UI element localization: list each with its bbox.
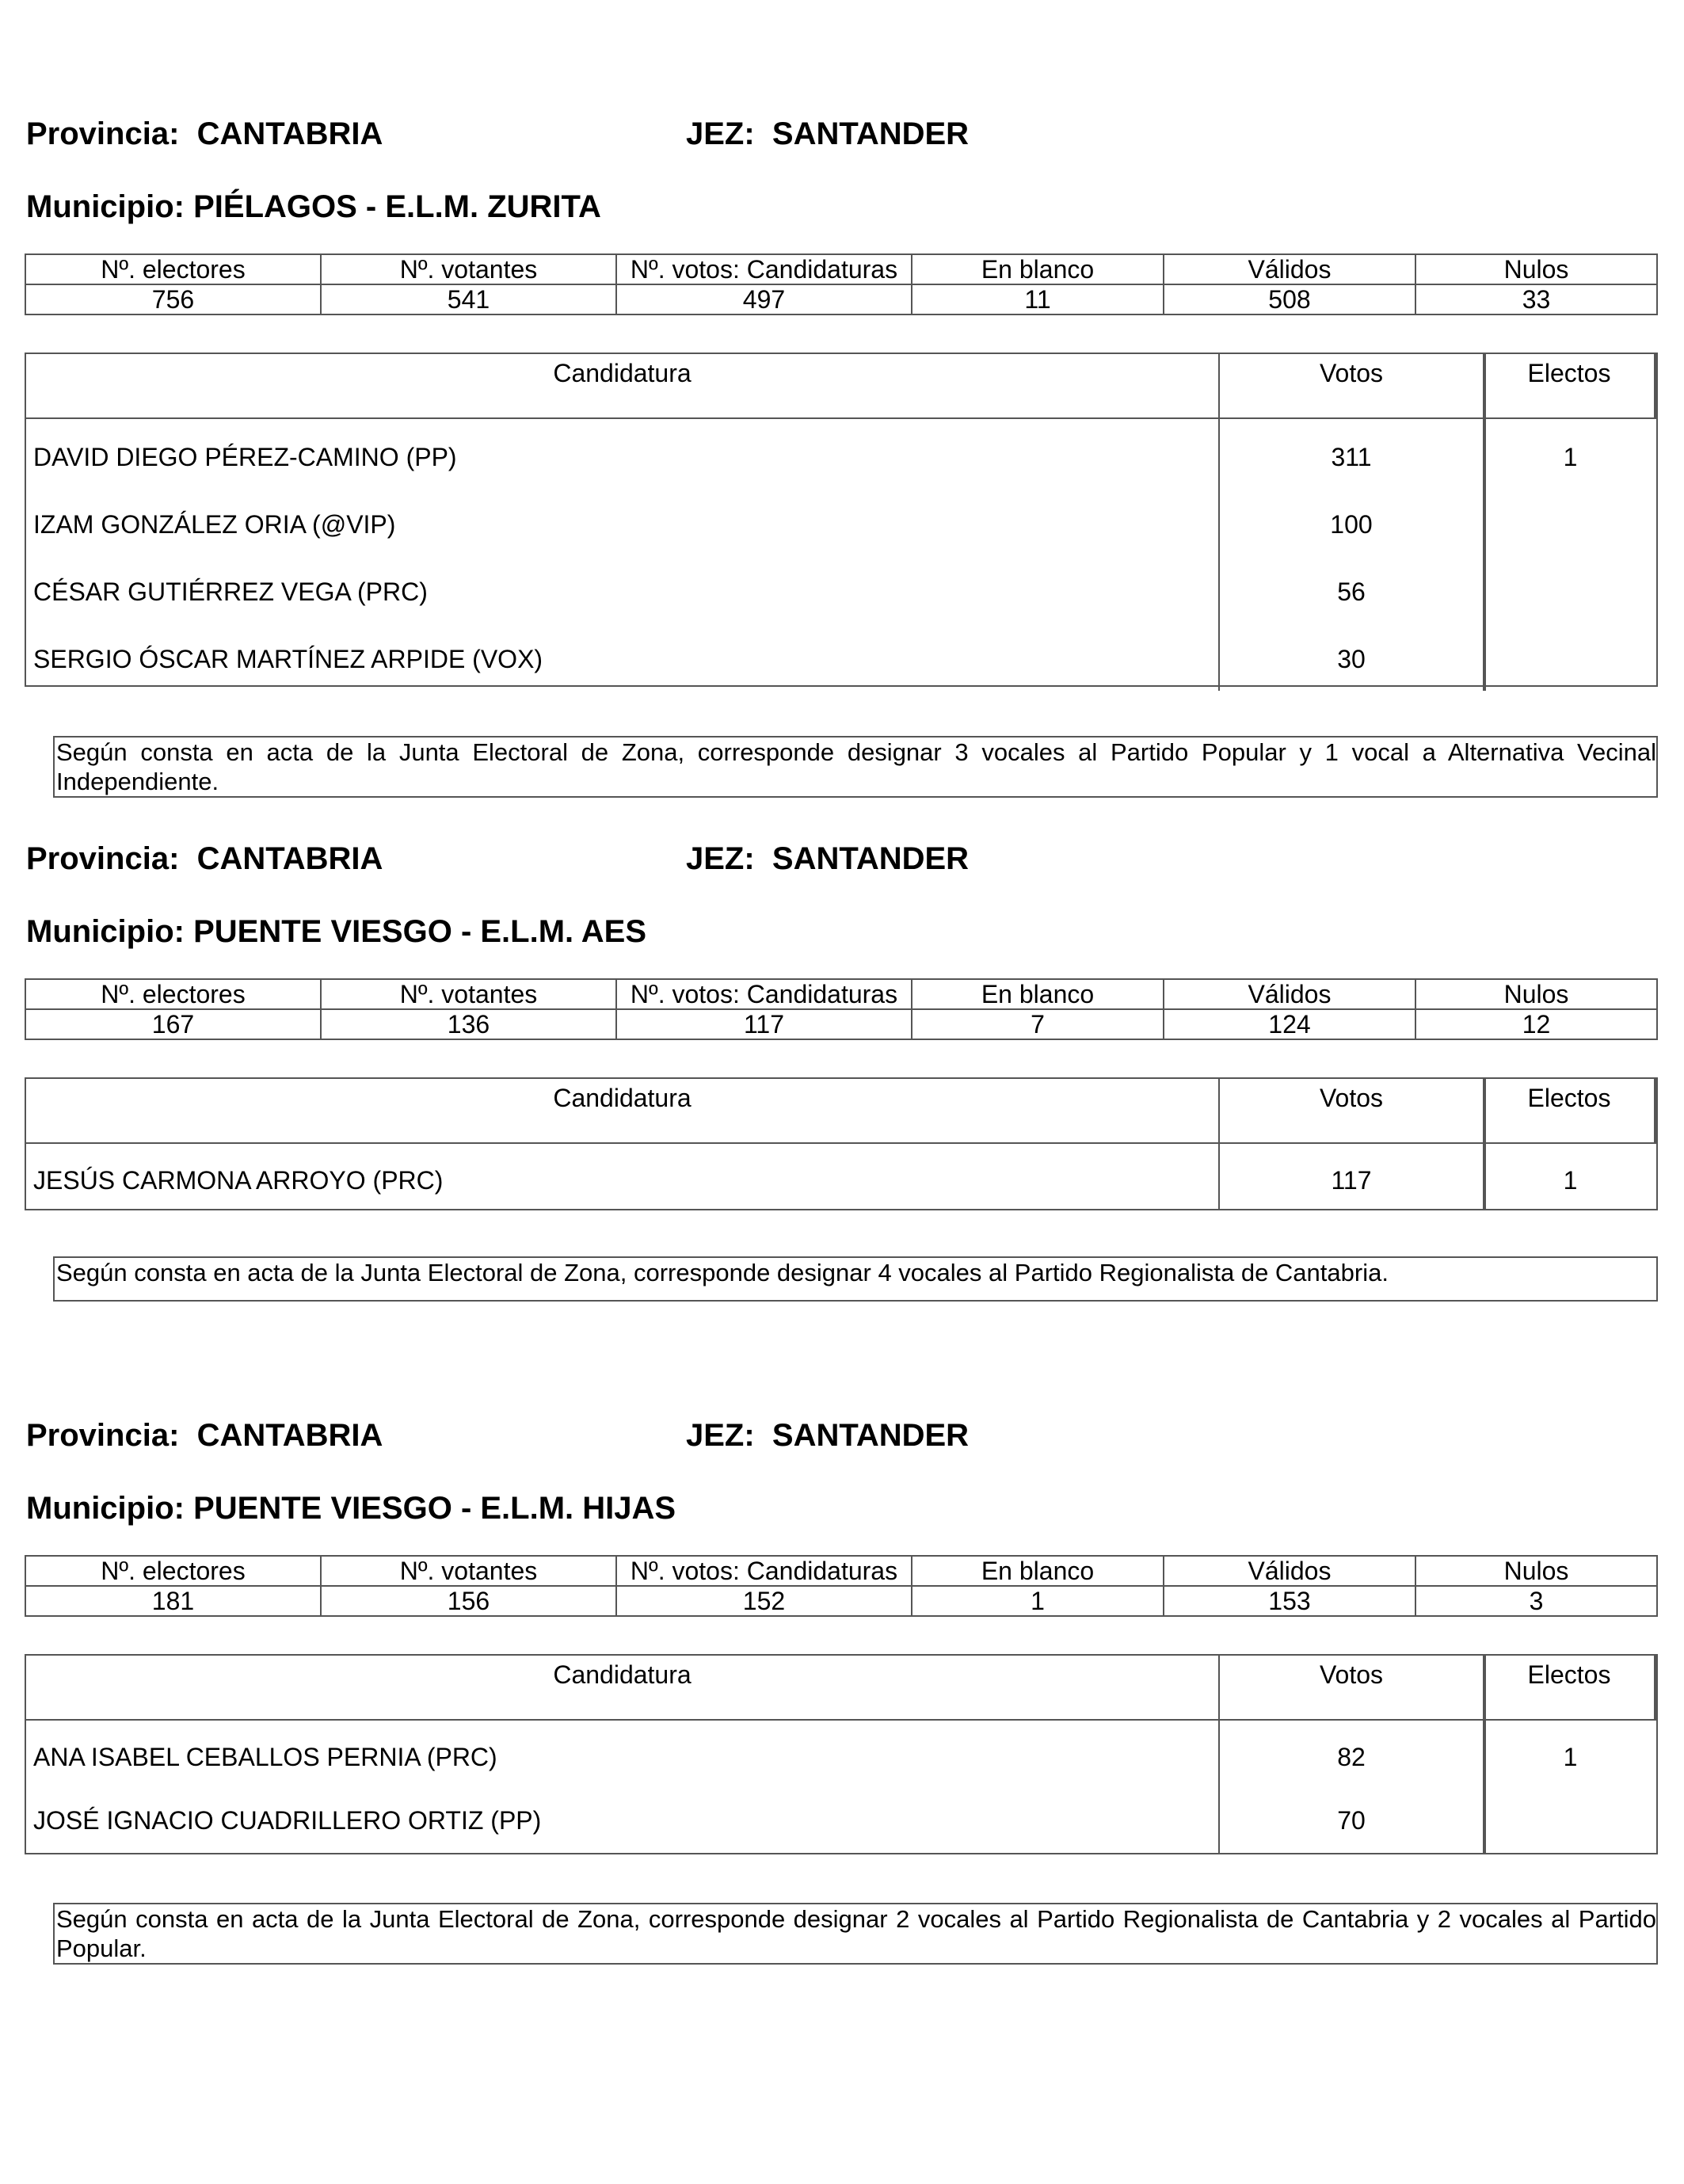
candidates-table: [25, 353, 1658, 687]
candidate-row: [26, 560, 1656, 627]
candidate-votes: 117: [1218, 1144, 1483, 1210]
votos-header: Votos: [1218, 1656, 1483, 1719]
jez-heading: JEZ: SANTANDER: [686, 116, 970, 151]
votos-header: Votos: [1218, 1079, 1483, 1142]
municipio-heading: Municipio: PIÉLAGOS - E.L.M. ZURITA: [26, 189, 601, 224]
summary-header: En blanco: [912, 979, 1164, 1009]
summary-value: 117: [616, 1009, 912, 1039]
summary-value: 124: [1164, 1009, 1415, 1039]
candidate-row: [26, 419, 1656, 493]
candidate-name: SERGIO ÓSCAR MARTÍNEZ ARPIDE (VOX): [33, 645, 543, 673]
summary-header: Válidos: [1164, 1556, 1415, 1586]
summary-header: En blanco: [912, 1556, 1164, 1586]
summary-header: Nulos: [1415, 979, 1657, 1009]
candidate-row: [26, 493, 1656, 560]
electos-header: Electos: [1483, 354, 1656, 417]
summary-header-row: [25, 254, 1657, 284]
candidate-votes: 100: [1218, 493, 1483, 560]
summary-value-row: [25, 284, 1657, 314]
summary-value-row: [25, 1586, 1657, 1616]
summary-header: Nº. votantes: [321, 254, 616, 284]
summary-value: 152: [616, 1586, 912, 1616]
summary-value: 756: [25, 284, 321, 314]
candidate-electos: 1: [1483, 1144, 1656, 1210]
candidate-row: [26, 1144, 1656, 1210]
summary-header: Nº. votantes: [321, 1556, 616, 1586]
candidate-electos: [1483, 627, 1656, 691]
candidates-header-row: [26, 1079, 1656, 1144]
results-section: [0, 115, 1684, 795]
candidate-name: JOSÉ IGNACIO CUADRILLERO ORTIZ (PP): [33, 1806, 542, 1835]
summary-header: Nº. votos: Candidaturas: [616, 254, 912, 284]
summary-value: 33: [1415, 284, 1657, 314]
summary-value: 11: [912, 284, 1164, 314]
candidate-name: ANA ISABEL CEBALLOS PERNIA (PRC): [33, 1743, 497, 1771]
jez-heading: JEZ: SANTANDER: [686, 1418, 970, 1453]
candidate-electos: 1: [1483, 1721, 1656, 1790]
summary-header: Nulos: [1415, 1556, 1657, 1586]
summary-value: 136: [321, 1009, 616, 1039]
candidate-electos: 1: [1483, 419, 1656, 493]
summary-header: Válidos: [1164, 979, 1415, 1009]
electos-header: Electos: [1483, 1656, 1656, 1719]
summary-header: Nº. electores: [25, 1556, 321, 1586]
candidate-name: IZAM GONZÁLEZ ORIA (@VIP): [33, 510, 396, 539]
municipio-heading: Municipio: PUENTE VIESGO - E.L.M. HIJAS: [26, 1491, 676, 1526]
acta-note: Según consta en acta de la Junta Electoral de Zona, corresponde designar 3 vocales al Partido Popular y 1 vocal a Alternativa Vecinal Independiente.: [53, 736, 1658, 798]
acta-note: Según consta en acta de la Junta Electoral de Zona, corresponde designar 2 vocales al Partido Regionalista de Cantabria y 2 vocales al Partido Popular.: [53, 1903, 1658, 1965]
candidate-row: [26, 627, 1656, 691]
candidatura-header: Candidatura: [553, 1084, 692, 1112]
provincia-heading: Provincia: CANTABRIA: [26, 1418, 383, 1453]
candidate-row: [26, 1721, 1656, 1790]
candidate-row: [26, 1790, 1656, 1854]
summary-value-row: [25, 1009, 1657, 1039]
results-section: [0, 1416, 1684, 1971]
summary-table: [25, 253, 1658, 315]
summary-header: Nº. votos: Candidaturas: [616, 979, 912, 1009]
candidate-name: JESÚS CARMONA ARROYO (PRC): [33, 1166, 444, 1195]
candidates-header-row: [26, 354, 1656, 419]
summary-value: 3: [1415, 1586, 1657, 1616]
results-section: [0, 840, 1684, 1394]
candidate-name: DAVID DIEGO PÉREZ-CAMINO (PP): [33, 443, 457, 471]
summary-value: 497: [616, 284, 912, 314]
summary-value: 12: [1415, 1009, 1657, 1039]
candidate-votes: 30: [1218, 627, 1483, 691]
electos-header: Electos: [1483, 1079, 1656, 1142]
acta-note: Según consta en acta de la Junta Electoral de Zona, corresponde designar 4 vocales al Partido Regionalista de Cantabria.: [53, 1256, 1658, 1302]
summary-value: 7: [912, 1009, 1164, 1039]
provincia-heading: Provincia: CANTABRIA: [26, 116, 383, 151]
municipio-heading: Municipio: PUENTE VIESGO - E.L.M. AES: [26, 914, 647, 949]
summary-value: 1: [912, 1586, 1164, 1616]
provincia-heading: Provincia: CANTABRIA: [26, 841, 383, 876]
summary-header: Nº. votos: Candidaturas: [616, 1556, 912, 1586]
summary-value: 167: [25, 1009, 321, 1039]
candidate-electos: [1483, 560, 1656, 627]
summary-header: En blanco: [912, 254, 1164, 284]
summary-value: 541: [321, 284, 616, 314]
candidate-votes: 70: [1218, 1790, 1483, 1854]
votos-header: Votos: [1218, 354, 1483, 417]
summary-value: 181: [25, 1586, 321, 1616]
candidate-name: CÉSAR GUTIÉRREZ VEGA (PRC): [33, 577, 428, 606]
candidates-table: [25, 1654, 1658, 1854]
candidate-votes: 311: [1218, 419, 1483, 493]
jez-heading: JEZ: SANTANDER: [686, 841, 970, 876]
candidates-table: [25, 1077, 1658, 1210]
summary-value: 508: [1164, 284, 1415, 314]
summary-header-row: [25, 1556, 1657, 1586]
summary-header: Nº. votantes: [321, 979, 616, 1009]
summary-header: Nº. electores: [25, 254, 321, 284]
summary-header: Nº. electores: [25, 979, 321, 1009]
summary-table: [25, 978, 1658, 1040]
summary-header: Nulos: [1415, 254, 1657, 284]
candidate-electos: [1483, 493, 1656, 560]
candidate-electos: [1483, 1790, 1656, 1854]
summary-value: 156: [321, 1586, 616, 1616]
candidatura-header: Candidatura: [553, 1660, 692, 1689]
summary-table: [25, 1555, 1658, 1617]
candidates-header-row: [26, 1656, 1656, 1721]
summary-header: Válidos: [1164, 254, 1415, 284]
summary-value: 153: [1164, 1586, 1415, 1616]
candidate-votes: 82: [1218, 1721, 1483, 1790]
summary-header-row: [25, 979, 1657, 1009]
candidate-votes: 56: [1218, 560, 1483, 627]
candidatura-header: Candidatura: [553, 359, 692, 387]
